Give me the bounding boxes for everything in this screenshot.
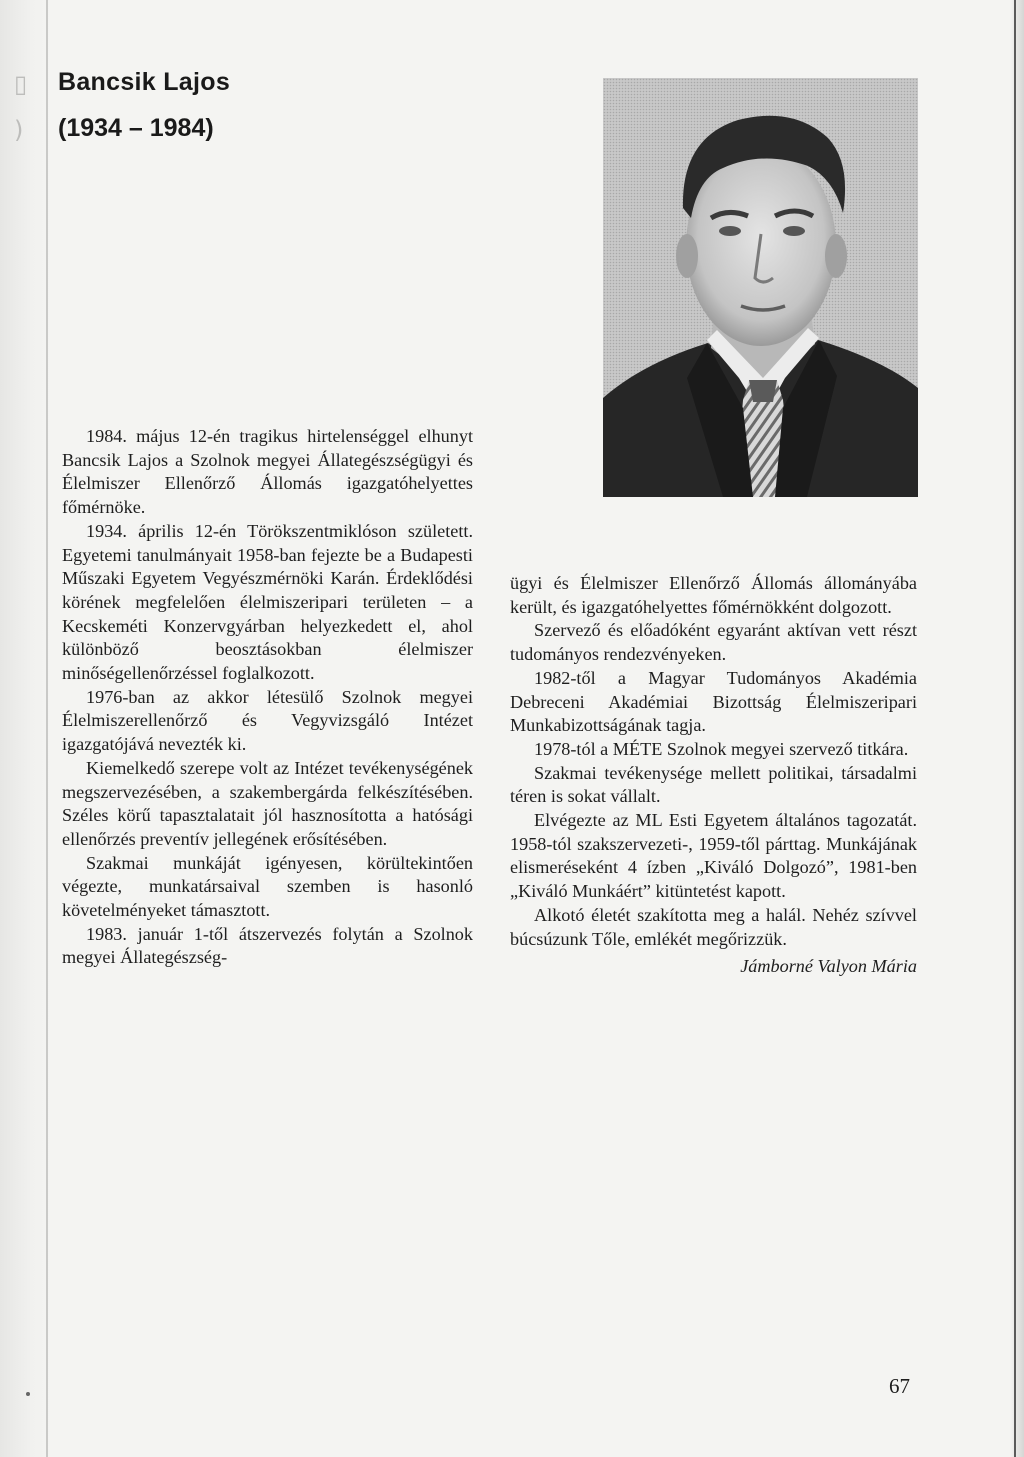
paragraph: 1934. április 12-én Törökszentmiklóson született. Egyetemi tanulmányait 1958-ban fejezte be a Budapesti Műszaki Egyetem Vegyészmérnöki Karán. Érdeklődési körének megfelelően élelmiszeripari területen – a Kecskeméti Konzervgyárban helyezkedett el, ahol különböző beosztásokban élelmiszer minőségellenőrzéssel foglalkozott. bbox=[62, 520, 473, 684]
paragraph: 1982-től a Magyar Tudományos Akadémia Debreceni Akadémiai Bizottság Élelmiszeripari Munkabizottságának tagja. bbox=[510, 667, 917, 736]
paragraph: 1983. január 1-től átszervezés folytán a Szolnok megyei Állategészség- bbox=[62, 923, 473, 968]
page-binding-edge bbox=[0, 0, 52, 1457]
paragraph: 1978-tól a MÉTE Szolnok megyei szervező titkára. bbox=[534, 738, 909, 759]
obituary-name: Bancsik Lajos bbox=[58, 68, 231, 96]
right-text-column bbox=[510, 572, 917, 979]
margin-dot bbox=[26, 1392, 30, 1396]
left-text-column bbox=[62, 425, 473, 970]
margin-mark: ▯ bbox=[14, 70, 28, 98]
paragraph: Alkotó életét szakította meg a halál. Nehéz szívvel búcsúzunk Tőle, emlékét megőrizzük. bbox=[510, 904, 917, 949]
paragraph: 1984. május 12-én tragikus hirtelenséggel elhunyt Bancsik Lajos a Szolnok megyei Állategészségügyi és Élelmiszer Ellenőrző Állomás igazgatóhelyettes főmérnöke. bbox=[62, 426, 473, 518]
paragraph: Szakmai tevékenysége mellett politikai, társadalmi téren is sokat vállalt. bbox=[510, 762, 917, 807]
paragraph: Szakmai munkáját igényesen, körültekintően végezte, munkatársaival szemben is hasonló követelményeket támasztott. bbox=[62, 852, 473, 921]
paragraph: 1976-ban az akkor létesülő Szolnok megyei Élelmiszerellenőrző és Vegyvizsgáló Intézet igazgatójává nevezték ki. bbox=[62, 686, 473, 755]
author-signature: Jámborné Valyon Mária bbox=[740, 956, 917, 977]
paragraph: Szervező és előadóként egyaránt aktívan vett részt tudományos rendezvényeken. bbox=[510, 620, 917, 665]
paragraph: ügyi és Élelmiszer Ellenőrző Állomás állományába került, és igazgatóhelyettes főmérnökként dolgozott. bbox=[510, 573, 917, 617]
page-right-edge bbox=[1010, 0, 1024, 1457]
portrait-photo bbox=[603, 78, 918, 497]
page-right-edge-line bbox=[1014, 0, 1016, 1457]
binding-line bbox=[46, 0, 48, 1457]
margin-mark: ) bbox=[14, 116, 24, 144]
paragraph: Elvégezte az ML Esti Egyetem általános tagozatát. 1958-tól szakszervezeti-, 1959-től párttag. Munkájának elismeréseként 4 ízben „Kiváló Dolgozó”, 1981-ben „Kiváló Munkáért” kitüntetést kapott. bbox=[510, 810, 917, 902]
paragraph: Kiemelkedő szerepe volt az Intézet tevékenységének megszervezésében, a szakembergárda felkészítésében. Széles körű tapasztalatait jól hasznosította a hatósági ellenőrzés preventív jellegének erősítésében. bbox=[62, 757, 473, 849]
page-number: 67 bbox=[889, 1374, 910, 1398]
obituary-dates: (1934 – 1984) bbox=[58, 114, 214, 142]
